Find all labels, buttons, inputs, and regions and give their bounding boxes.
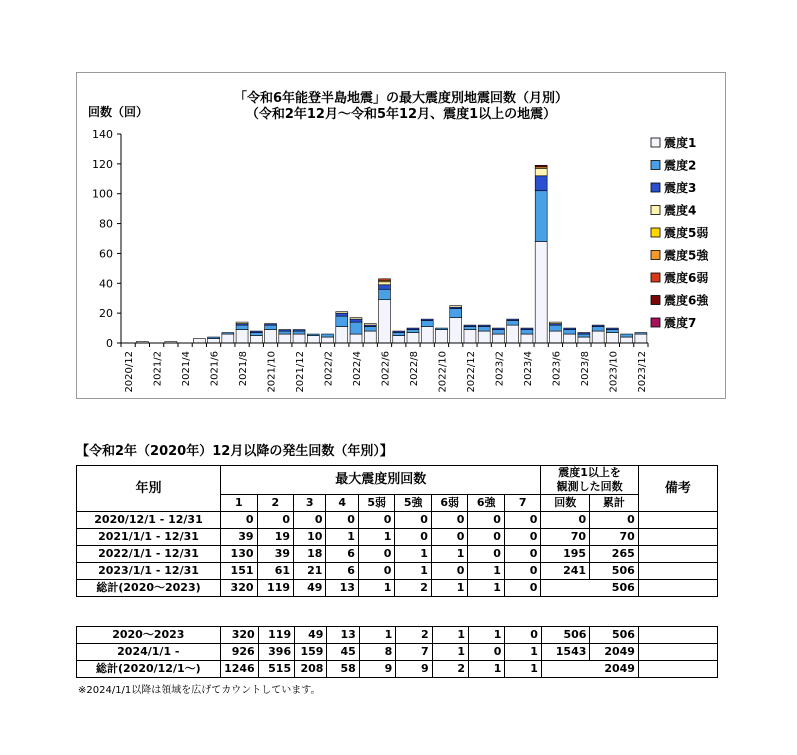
intensity-level-header: 2 — [257, 495, 294, 512]
intensity-level-header: 5強 — [395, 495, 432, 512]
bar-segment — [564, 334, 576, 343]
intensity-level-header: 7 — [504, 495, 541, 512]
bar-segment — [421, 321, 433, 327]
bar-segment — [535, 165, 547, 166]
legend-label: 震度5弱 — [664, 226, 709, 240]
bar-segment — [265, 325, 277, 329]
total-row — [77, 580, 718, 597]
count-cell: 70 — [541, 529, 590, 546]
remarks-cell — [638, 546, 717, 563]
bar-segment — [635, 334, 647, 343]
cell-value: 39 — [221, 529, 258, 546]
total-value: 58 — [327, 661, 359, 678]
bar-segment — [492, 330, 504, 334]
row-label: 2020～2023 — [77, 627, 221, 644]
bar-segment — [635, 333, 647, 334]
cell-value: 39 — [257, 546, 294, 563]
bar-segment — [592, 331, 604, 343]
y-axis-label: 回数（回） — [88, 105, 149, 119]
bar-segment — [407, 330, 419, 333]
bar-segment — [236, 322, 248, 323]
intensity-level-header: 5弱 — [358, 495, 395, 512]
cumulative-header: 累計 — [590, 495, 639, 512]
bar-segment — [578, 333, 590, 334]
y-tick-label: 60 — [99, 247, 113, 261]
bar-segment — [507, 321, 519, 325]
bar-segment — [606, 330, 618, 333]
total-value: 208 — [295, 661, 327, 678]
total-cumulative: 2049 — [541, 661, 638, 678]
cell-value: 0 — [504, 563, 541, 580]
cell-value: 7 — [396, 644, 432, 661]
bar-segment — [578, 337, 590, 343]
count-cell: 241 — [541, 563, 590, 580]
legend-label: 震度7 — [664, 316, 697, 330]
bar-segment — [208, 339, 220, 343]
remarks-cell — [638, 644, 717, 661]
remarks-header: 備考 — [638, 466, 717, 512]
yearly-count-table — [76, 465, 718, 597]
bar-segment — [535, 176, 547, 191]
bar-segment — [364, 327, 376, 331]
legend-label: 震度4 — [664, 203, 697, 218]
cell-value: 0 — [326, 512, 358, 529]
bar-segment — [379, 282, 391, 285]
total-value: 2 — [395, 580, 432, 597]
cell-value: 0 — [468, 529, 505, 546]
cell-value: 0 — [221, 512, 258, 529]
x-tick-label: 2021/2 — [152, 351, 164, 387]
cell-value: 1 — [359, 627, 395, 644]
legend-swatch — [651, 273, 660, 282]
bar-segment — [578, 334, 590, 337]
total-row — [77, 661, 718, 678]
cell-value: 18 — [294, 546, 326, 563]
total-value: 9 — [396, 661, 432, 678]
count-cell: 195 — [541, 546, 590, 563]
bar-segment — [464, 327, 476, 330]
bar-segment — [606, 328, 618, 329]
legend-swatch — [651, 183, 660, 192]
total-value: 49 — [294, 580, 326, 597]
cell-value: 0 — [395, 512, 432, 529]
bar-segment — [379, 279, 391, 280]
cell-value: 0 — [468, 546, 505, 563]
y-tick-label: 100 — [92, 187, 113, 201]
x-tick-label: 2023/10 — [608, 351, 620, 393]
total-value: 1 — [468, 580, 505, 597]
row-label: 2020/12/1 - 12/31 — [77, 512, 221, 529]
legend-swatch — [651, 161, 660, 170]
bar-segment — [435, 330, 447, 343]
bar-segment — [208, 337, 220, 338]
plot-area — [92, 128, 648, 393]
x-tick-label: 2021/6 — [209, 351, 221, 387]
bar-segment — [336, 327, 348, 343]
cell-value: 0 — [431, 563, 468, 580]
bar-segment — [293, 334, 305, 343]
y-tick-label: 40 — [99, 277, 113, 291]
bar-segment — [521, 328, 533, 329]
table-row — [77, 512, 718, 529]
cell-value: 396 — [258, 644, 294, 661]
legend-label: 震度6弱 — [664, 271, 709, 285]
table-row — [77, 627, 718, 644]
cell-value: 926 — [220, 644, 258, 661]
cell-value: 45 — [327, 644, 359, 661]
count-cell: 1543 — [541, 644, 590, 661]
bar-segment — [535, 168, 547, 175]
total-value: 119 — [257, 580, 294, 597]
cell-value: 0 — [504, 512, 541, 529]
table-row — [77, 644, 718, 661]
cell-value: 119 — [258, 627, 294, 644]
intensity-level-header: 4 — [326, 495, 358, 512]
cell-value: 1 — [468, 563, 505, 580]
y-tick-label: 0 — [106, 337, 113, 350]
bar-segment — [435, 328, 447, 329]
bar-segment — [379, 285, 391, 289]
cell-value: 1 — [326, 529, 358, 546]
cell-value: 0 — [294, 512, 326, 529]
bar-segment — [450, 306, 462, 307]
bar-segment — [236, 330, 248, 343]
bar-segment — [592, 325, 604, 326]
cell-value: 1 — [431, 546, 468, 563]
bar-segment — [450, 309, 462, 318]
cumulative-cell: 506 — [590, 627, 639, 644]
cumulative-cell: 0 — [590, 512, 639, 529]
cell-value: 0 — [358, 512, 395, 529]
cumulative-cell: 2049 — [590, 644, 639, 661]
cell-value: 1 — [432, 644, 468, 661]
remarks-cell — [638, 580, 717, 597]
bar-segment — [492, 334, 504, 343]
cumulative-cell: 506 — [590, 563, 639, 580]
cell-value: 0 — [469, 644, 505, 661]
bar-segment — [250, 331, 262, 332]
cell-value: 0 — [257, 512, 294, 529]
table-row — [77, 546, 718, 563]
cell-value: 13 — [327, 627, 359, 644]
x-tick-label: 2022/10 — [437, 351, 449, 393]
table-row — [77, 529, 718, 546]
total-label: 総計(2020/12/1～) — [77, 661, 221, 678]
cumulative-cell: 70 — [590, 529, 639, 546]
bar-segment — [265, 324, 277, 325]
footnote: ※2024/1/1以降は領域を広げてカウントしています。 — [78, 685, 321, 696]
row-label: 2024/1/1 - — [77, 644, 221, 661]
cell-value: 1 — [395, 546, 432, 563]
total-value: 1 — [431, 580, 468, 597]
bar-segment — [592, 327, 604, 331]
legend-swatch — [651, 251, 660, 260]
bar-segment — [279, 330, 291, 331]
cell-value: 1 — [395, 563, 432, 580]
intensity-level-header: 6弱 — [431, 495, 468, 512]
bar-segment — [193, 339, 205, 343]
y-tick-label: 20 — [99, 307, 113, 321]
total-value: 1 — [469, 661, 505, 678]
legend-swatch — [651, 318, 660, 327]
cell-value: 1 — [505, 644, 541, 661]
intensity-level-header: 1 — [221, 495, 258, 512]
table-header-row — [77, 466, 718, 495]
cell-value: 6 — [326, 546, 358, 563]
remarks-cell — [638, 512, 717, 529]
x-tick-label: 2023/4 — [522, 351, 534, 387]
bar-segment — [621, 337, 633, 343]
intensity-level-header: 3 — [294, 495, 326, 512]
bar-segment — [350, 322, 362, 334]
x-tick-label: 2020/12 — [124, 351, 136, 393]
total-value: 515 — [258, 661, 294, 678]
cell-value: 61 — [257, 563, 294, 580]
bar-segment — [564, 328, 576, 329]
bar-segment — [350, 319, 362, 322]
bar-segment — [450, 318, 462, 343]
cumulative-count-table — [76, 626, 718, 678]
total-value: 2 — [432, 661, 468, 678]
x-tick-label: 2023/12 — [636, 351, 648, 393]
bar-segment — [549, 331, 561, 343]
bar-segment — [521, 330, 533, 334]
cell-value: 1 — [469, 627, 505, 644]
cell-value: 0 — [395, 529, 432, 546]
row-label: 2023/1/1 - 12/31 — [77, 563, 221, 580]
cell-value: 6 — [326, 563, 358, 580]
count-cell: 0 — [541, 512, 590, 529]
table-section-title: 【令和2年（2020年）12月以降の発生回数（年別）】 — [76, 444, 393, 459]
bar-segment — [364, 331, 376, 343]
total-value: 320 — [221, 580, 258, 597]
bar-segment — [393, 333, 405, 336]
bar-segment — [336, 316, 348, 326]
remarks-cell — [638, 563, 717, 580]
x-tick-label: 2021/4 — [181, 351, 193, 387]
bar-segment — [393, 331, 405, 332]
bar-segment — [350, 334, 362, 343]
bar-segment — [478, 327, 490, 331]
bar-segment — [407, 333, 419, 343]
bar-segment — [279, 331, 291, 334]
bar-segment — [293, 330, 305, 331]
bar-segment — [265, 330, 277, 343]
cell-value: 0 — [468, 512, 505, 529]
remarks-cell — [638, 627, 717, 644]
legend — [651, 135, 709, 330]
cell-value: 0 — [504, 546, 541, 563]
cell-value: 0 — [358, 563, 395, 580]
bar-segment — [364, 324, 376, 325]
x-tick-label: 2021/8 — [238, 351, 250, 387]
bar-segment — [293, 331, 305, 334]
total-label: 総計(2020～2023) — [77, 580, 221, 597]
total-value: 1 — [505, 661, 541, 678]
chart-title: 「令和6年能登半島地震」の最大震度別地震回数（月別） — [233, 91, 569, 106]
legend-label: 震度1 — [664, 136, 697, 150]
bar-segment — [307, 336, 319, 343]
count-cell: 506 — [541, 627, 590, 644]
bar-segment — [507, 319, 519, 320]
x-tick-label: 2021/10 — [266, 351, 278, 393]
bar-segment — [478, 325, 490, 326]
bar-segment — [492, 328, 504, 329]
bar-segment — [279, 334, 291, 343]
bar-segment — [535, 241, 547, 343]
bar-segment — [379, 300, 391, 343]
x-tick-label: 2023/8 — [579, 351, 591, 387]
bar-segment — [549, 325, 561, 331]
bar-segment — [549, 322, 561, 323]
bar-segment — [564, 330, 576, 334]
legend-label: 震度6強 — [664, 293, 709, 308]
bar-segment — [521, 334, 533, 343]
bar-segment — [621, 334, 633, 337]
cell-value: 130 — [221, 546, 258, 563]
legend-swatch — [651, 206, 660, 215]
x-tick-label: 2023/2 — [494, 351, 506, 387]
bar-segment — [421, 319, 433, 320]
legend-label: 震度3 — [664, 181, 697, 195]
total-value: 9 — [359, 661, 395, 678]
total-value: 1 — [358, 580, 395, 597]
legend-swatch — [651, 138, 660, 147]
bar-segment — [478, 331, 490, 343]
bar-segment — [350, 318, 362, 319]
cell-value: 0 — [358, 546, 395, 563]
x-tick-label: 2022/6 — [380, 351, 392, 387]
intensity-level-header: 6強 — [468, 495, 505, 512]
x-tick-label: 2022/4 — [352, 351, 364, 387]
cell-value: 49 — [295, 627, 327, 644]
legend-label: 震度2 — [664, 158, 697, 173]
bar-segment — [535, 191, 547, 242]
bar-segment — [322, 337, 334, 343]
x-tick-label: 2022/8 — [408, 351, 420, 387]
bar-segment — [250, 336, 262, 343]
cell-value: 1 — [432, 627, 468, 644]
cell-value: 0 — [431, 512, 468, 529]
bar-segment — [307, 334, 319, 335]
y-tick-label: 120 — [92, 157, 113, 171]
total-value: 1246 — [220, 661, 258, 678]
remarks-cell — [638, 661, 717, 678]
legend-swatch — [651, 228, 660, 237]
cell-value: 10 — [294, 529, 326, 546]
cell-value: 19 — [257, 529, 294, 546]
cell-value: 0 — [431, 529, 468, 546]
cell-value: 21 — [294, 563, 326, 580]
legend-label: 震度5強 — [664, 248, 709, 263]
monthly-earthquake-chart — [76, 72, 726, 399]
bar-segment — [236, 325, 248, 329]
remarks-cell — [638, 529, 717, 546]
cell-value: 8 — [359, 644, 395, 661]
bar-segment — [507, 325, 519, 343]
legend-swatch — [651, 296, 660, 305]
bar-segment — [222, 333, 234, 334]
bar-segment — [222, 334, 234, 343]
bar-segment — [407, 328, 419, 329]
total-cumulative: 506 — [541, 580, 638, 597]
cell-value: 2 — [396, 627, 432, 644]
cell-value: 0 — [504, 529, 541, 546]
x-tick-label: 2021/12 — [295, 351, 307, 393]
x-tick-label: 2023/6 — [551, 351, 563, 387]
y-tick-label: 140 — [92, 128, 113, 141]
total-value: 0 — [504, 580, 541, 597]
bar-segment — [336, 312, 348, 313]
observed-count-header: 震度1以上を 観測した回数 — [541, 466, 638, 495]
cell-value: 159 — [295, 644, 327, 661]
cell-value: 1 — [358, 529, 395, 546]
year-header: 年別 — [77, 466, 221, 512]
x-tick-label: 2022/12 — [465, 351, 477, 393]
bar-segment — [322, 334, 334, 337]
cell-value: 320 — [220, 627, 258, 644]
row-label: 2021/1/1 - 12/31 — [77, 529, 221, 546]
cumulative-cell: 265 — [590, 546, 639, 563]
bar-segment — [336, 313, 348, 316]
bar-segment — [464, 325, 476, 326]
chart-subtitle: （令和2年12月～令和5年12月、震度1以上の地震） — [245, 107, 557, 122]
row-label: 2022/1/1 - 12/31 — [77, 546, 221, 563]
bar-segment — [250, 333, 262, 336]
y-tick-label: 80 — [99, 217, 113, 231]
max-intensity-header: 最大震度別回数 — [221, 466, 541, 495]
bar-segment — [379, 289, 391, 299]
bar-segment — [421, 327, 433, 343]
bar-segment — [464, 330, 476, 343]
cell-value: 0 — [505, 627, 541, 644]
table-row — [77, 563, 718, 580]
total-value: 13 — [326, 580, 358, 597]
bar-segment — [393, 336, 405, 343]
count-header: 回数 — [541, 495, 590, 512]
x-tick-label: 2022/2 — [323, 351, 335, 387]
cell-value: 151 — [221, 563, 258, 580]
bar-segment — [606, 333, 618, 343]
